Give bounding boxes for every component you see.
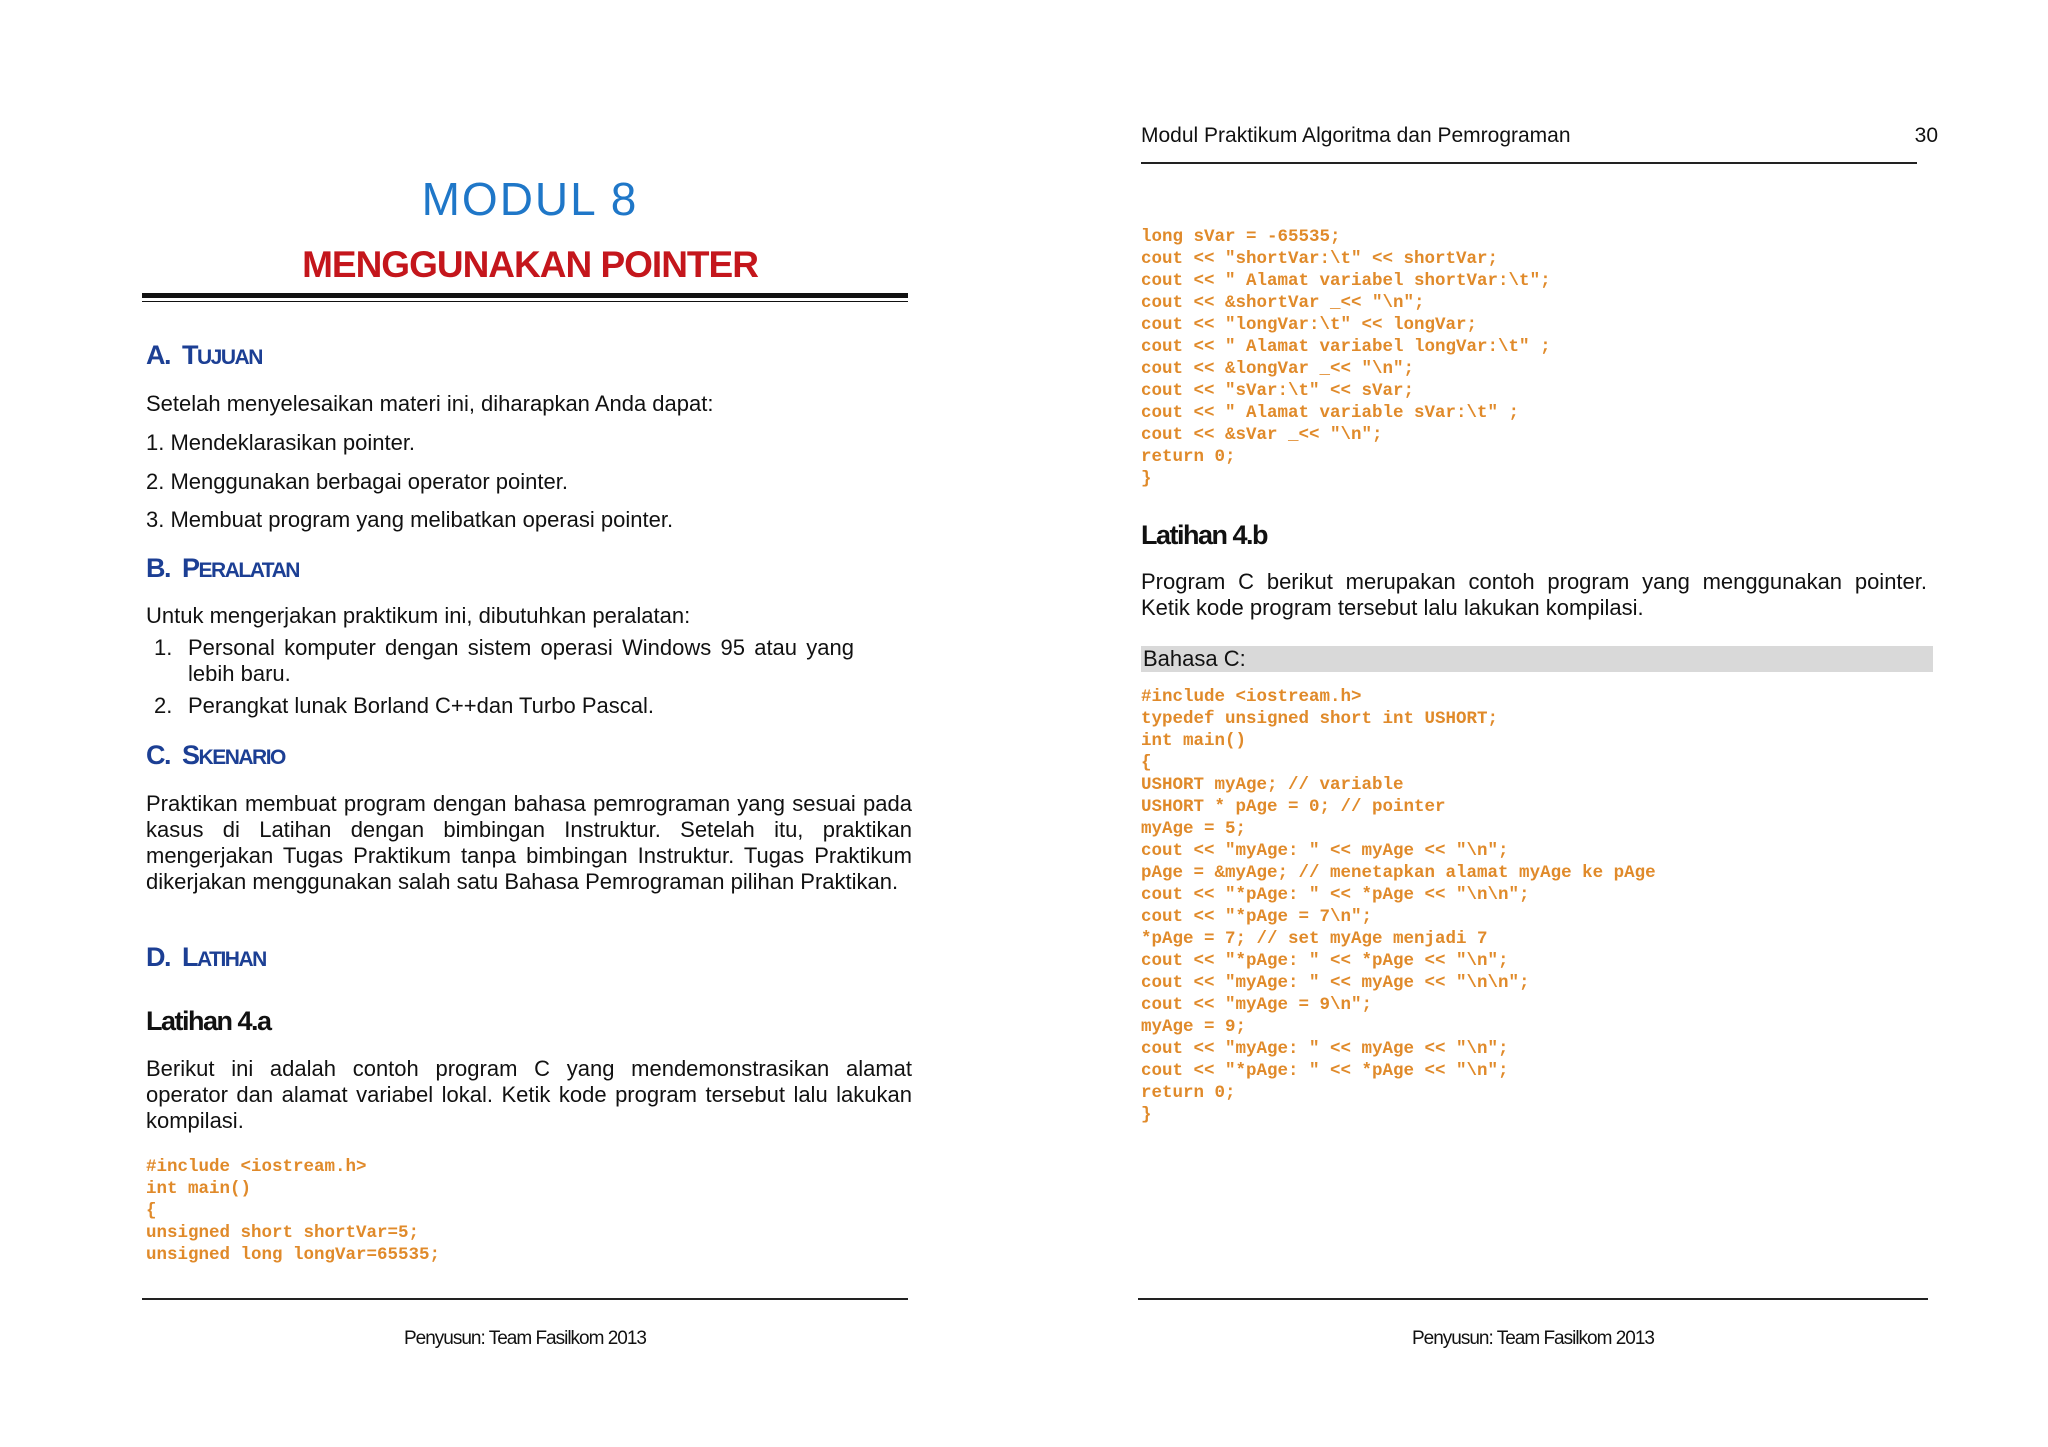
code-line: cout << " Alamat variable sVar:\t" ; <box>1141 403 1520 423</box>
code-line: cout << "*pAge: " << *pAge << "\n"; <box>1141 951 1509 971</box>
code-line: cout << "*pAge: " << *pAge << "\n"; <box>1141 1061 1509 1081</box>
code-line: cout << "myAge: " << myAge << "\n"; <box>1141 841 1509 861</box>
code-line: cout << "sVar:\t" << sVar; <box>1141 381 1415 401</box>
code-line: cout << "myAge: " << myAge << "\n"; <box>1141 1039 1509 1059</box>
language-label-bar <box>1141 646 1933 672</box>
code-line: cout << "*pAge: " << *pAge << "\n\n"; <box>1141 885 1530 905</box>
code-line: return 0; <box>1141 447 1236 467</box>
code-line: typedef unsigned short int USHORT; <box>1141 709 1499 729</box>
footer-divider <box>142 1298 908 1300</box>
code-line: cout << "myAge = 9\n"; <box>1141 995 1373 1015</box>
code-line: unsigned short shortVar=5; <box>146 1223 420 1243</box>
list-item: 2. Perangkat lunak Borland C++dan Turbo Pascal. <box>154 693 654 718</box>
code-line: cout << " Alamat variabel shortVar:\t"; <box>1141 271 1551 291</box>
module-subtitle: MENGGUNAKAN POINTER <box>302 244 758 285</box>
code-line: cout << "*pAge = 7\n"; <box>1141 907 1373 927</box>
section-heading-tujuan: A. TUJUAN <box>146 340 262 370</box>
code-line: USHORT * pAge = 0; // pointer <box>1141 797 1446 817</box>
code-line: pAge = &myAge; // menetapkan alamat myAge ke pAge <box>1141 863 1656 883</box>
code-line: USHORT myAge; // variable <box>1141 775 1404 795</box>
page-footer: Penyusun: Team Fasilkom 2013 <box>403 1328 647 1349</box>
code-block-right <box>1141 686 1656 1126</box>
page-footer: Penyusun: Team Fasilkom 2013 <box>1411 1328 1655 1349</box>
code-line: } <box>1141 469 1152 489</box>
peralatan-intro: Untuk mengerjakan praktikum ini, dibutuhkan peralatan: <box>146 603 691 628</box>
title-divider <box>142 293 908 298</box>
code-line: { <box>146 1201 157 1221</box>
peralatan-list <box>154 635 904 719</box>
title-divider-thin <box>142 301 908 302</box>
latihan-4b-heading: Latihan 4.b <box>1141 520 1268 550</box>
code-line: myAge = 9; <box>1141 1017 1247 1037</box>
code-line: cout << &longVar _<< "\n"; <box>1141 359 1415 379</box>
code-line: return 0; <box>1141 1083 1236 1103</box>
section-heading-skenario: C. SKENARIO <box>146 740 285 770</box>
module-title: MODUL 8 <box>421 173 639 225</box>
code-line: int main() <box>146 1179 252 1199</box>
code-block-left <box>146 1156 440 1266</box>
language-label: Bahasa C: <box>1143 646 1246 671</box>
code-line: myAge = 5; <box>1141 819 1247 839</box>
code-line: #include <iostream.h> <box>1141 687 1362 707</box>
code-line: #include <iostream.h> <box>146 1157 367 1177</box>
code-line: cout << "shortVar:\t" << shortVar; <box>1141 249 1499 269</box>
section-heading-latihan: D. LATIHAN <box>146 942 266 972</box>
code-line: } <box>1141 1105 1152 1125</box>
header-divider <box>1141 162 1917 164</box>
code-line: cout << &shortVar _<< "\n"; <box>1141 293 1425 313</box>
tujuan-item: 1. Mendeklarasikan pointer. <box>146 430 416 455</box>
code-line: cout << " Alamat variabel longVar:\t" ; <box>1141 337 1551 357</box>
code-line: { <box>1141 753 1152 773</box>
code-block-continued <box>1141 226 1551 490</box>
section-heading-peralatan: B. PERALATAN <box>146 553 299 583</box>
code-line: *pAge = 7; // set myAge menjadi 7 <box>1141 929 1488 949</box>
tujuan-item: 3. Membuat program yang melibatkan operasi pointer. <box>146 507 674 532</box>
code-line: long sVar = -65535; <box>1141 227 1341 247</box>
page-number: 30 <box>1914 124 1938 147</box>
tujuan-intro: Setelah menyelesaikan materi ini, diharapkan Anda dapat: <box>146 391 714 416</box>
code-line: cout << &sVar _<< "\n"; <box>1141 425 1383 445</box>
right-page <box>1024 0 2048 1447</box>
running-header: Modul Praktikum Algoritma dan Pemrograman <box>1141 124 1571 147</box>
code-line: unsigned long longVar=65535; <box>146 1245 441 1265</box>
code-line: cout << "longVar:\t" << longVar; <box>1141 315 1478 335</box>
skenario-paragraph: Praktikan membuat program dengan bahasa pemrograman yang sesuai pada kasus di Latihan dengan bimbingan Instruktur. Setelah itu, praktikan mengerjakan Tugas Praktikum tanpa bimbingan Instruktur. Tugas Praktikum dikerjakan menggunakan salah satu Bahasa Pemrograman pilihan Praktikan. <box>146 791 912 894</box>
code-line: cout << "myAge: " << myAge << "\n\n"; <box>1141 973 1530 993</box>
latihan-4a-paragraph: Berikut ini adalah contoh program C yang mendemonstrasikan alamat operator dan alamat variabel lokal. Ketik kode program tersebut lalu lakukan kompilasi. <box>146 1056 912 1133</box>
code-line: int main() <box>1141 731 1247 751</box>
latihan-4b-paragraph: Program C berikut merupakan contoh program yang menggunakan pointer. Ketik kode program tersebut lalu lakukan kompilasi. <box>1141 569 1927 620</box>
tujuan-item: 2. Menggunakan berbagai operator pointer. <box>146 469 568 494</box>
list-item: 1. Personal komputer dengan sistem operasi Windows 95 atau yang lebih baru. <box>154 635 854 686</box>
footer-divider <box>1138 1298 1928 1300</box>
latihan-4a-heading: Latihan 4.a <box>146 1006 271 1036</box>
